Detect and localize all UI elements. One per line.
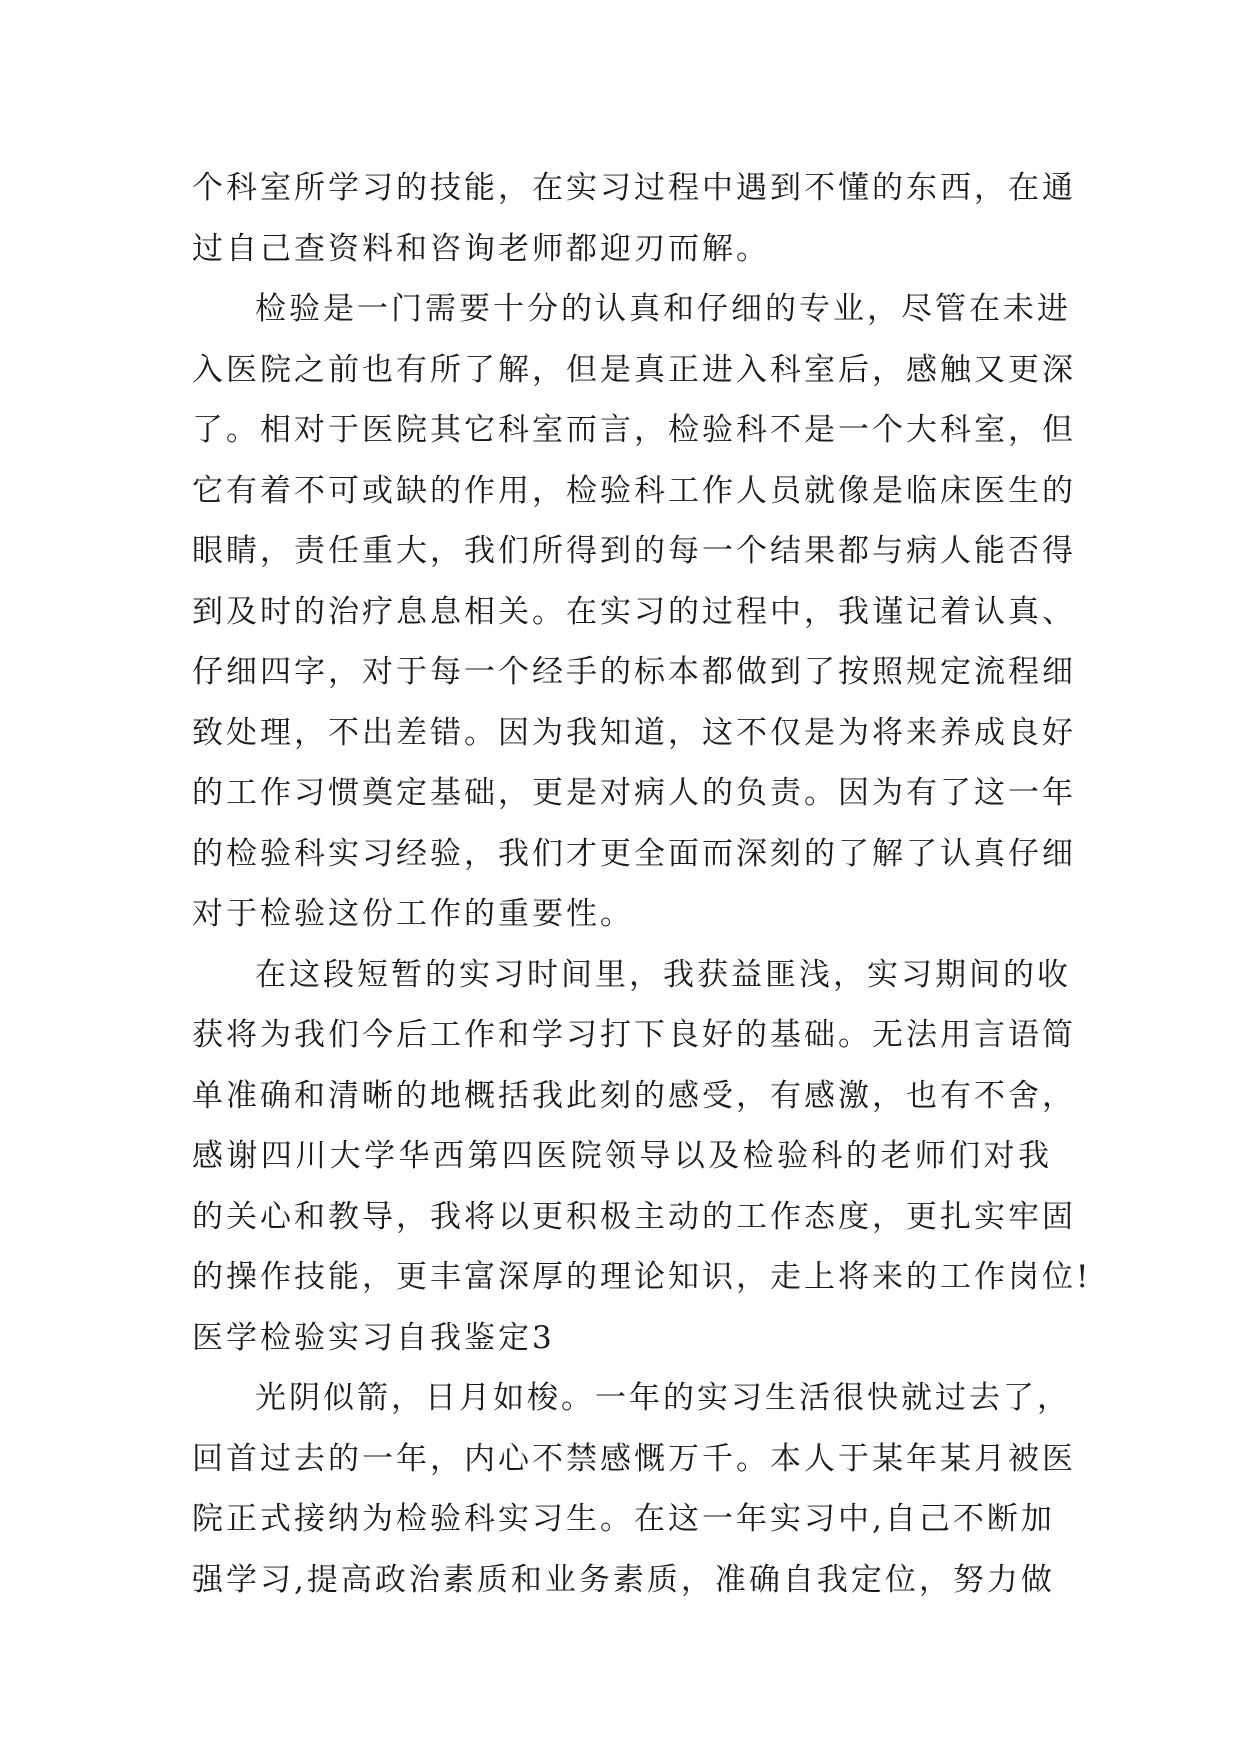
paragraph-4-line-4: 强学习,提高政治素质和业务素质，准确自我定位，努力做 — [192, 1561, 1055, 1598]
paragraph-2-line-5: 眼睛，责任重大，我们所得到的每一个结果都与病人能否得 — [192, 533, 1076, 569]
paragraph-2-line-10: 的检验科实习经验，我们才更全面而深刻的了解了认真仔细 — [192, 835, 1076, 872]
paragraph-2-line-8: 致处理，不出差错。因为我知道，这不仅是为将来养成良好 — [192, 714, 1076, 751]
paragraph-4-line-3: 院正式接纳为检验科实习生。在这一年实习中,自己不断加 — [192, 1501, 1055, 1537]
paragraph-3-line-6: 的操作技能，更丰富深厚的理论知识，走上将来的工作岗位! — [192, 1259, 1092, 1295]
paragraph-1-line-2: 过自己查资料和咨询老师都迎刃而解。 — [192, 230, 770, 267]
paragraph-2-line-3: 了。相对于医院其它科室而言，检验科不是一个大科室，但 — [192, 412, 1076, 448]
paragraph-2-line-7: 仔细四字，对于每一个经手的标本都做到了按照规定流程细 — [192, 654, 1076, 690]
paragraph-4-line-1: 光阴似箭，日月如梭。一年的实习生活很快就过去了， — [255, 1380, 1071, 1416]
paragraph-2-line-11: 对于检验这份工作的重要性。 — [192, 896, 634, 932]
paragraph-3-line-1: 在这段短暂的实习时间里，我获益匪浅，实习期间的收 — [255, 956, 1071, 993]
paragraph-2-line-1: 检验是一门需要十分的认真和仔细的专业，尽管在未进 — [255, 291, 1071, 327]
paragraph-2-line-6: 到及时的治疗息息相关。在实习的过程中，我谨记着认真、 — [192, 593, 1076, 630]
section-heading: 医学检验实习自我鉴定3 — [192, 1319, 555, 1356]
paragraph-3-line-5: 的关心和教导，我将以更积极主动的工作态度，更扎实牢固 — [192, 1198, 1076, 1235]
paragraph-3-line-3: 单准确和清晰的地概括我此刻的感受，有感激，也有不舍， — [192, 1077, 1076, 1114]
paragraph-3-line-4: 感谢四川大学华西第四医院领导以及检验科的老师们对我 — [192, 1138, 1052, 1174]
document-body — [192, 158, 1092, 1610]
paragraph-1-line-1: 个科室所学习的技能，在实习过程中遇到不懂的东西，在通 — [192, 170, 1076, 206]
paragraph-4-line-2: 回首过去的一年，内心不禁感慨万千。本人于某年某月被医 — [192, 1440, 1076, 1477]
paragraph-2-line-9: 的工作习惯奠定基础，更是对病人的负责。因为有了这一年 — [192, 775, 1076, 811]
paragraph-2-line-2: 入医院之前也有所了解，但是真正进入科室后，感触又更深 — [192, 351, 1076, 388]
paragraph-2-line-4: 它有着不可或缺的作用，检验科工作人员就像是临床医生的 — [192, 472, 1076, 509]
paragraph-3-line-2: 获将为我们今后工作和学习打下良好的基础。无法用言语简 — [192, 1017, 1076, 1053]
